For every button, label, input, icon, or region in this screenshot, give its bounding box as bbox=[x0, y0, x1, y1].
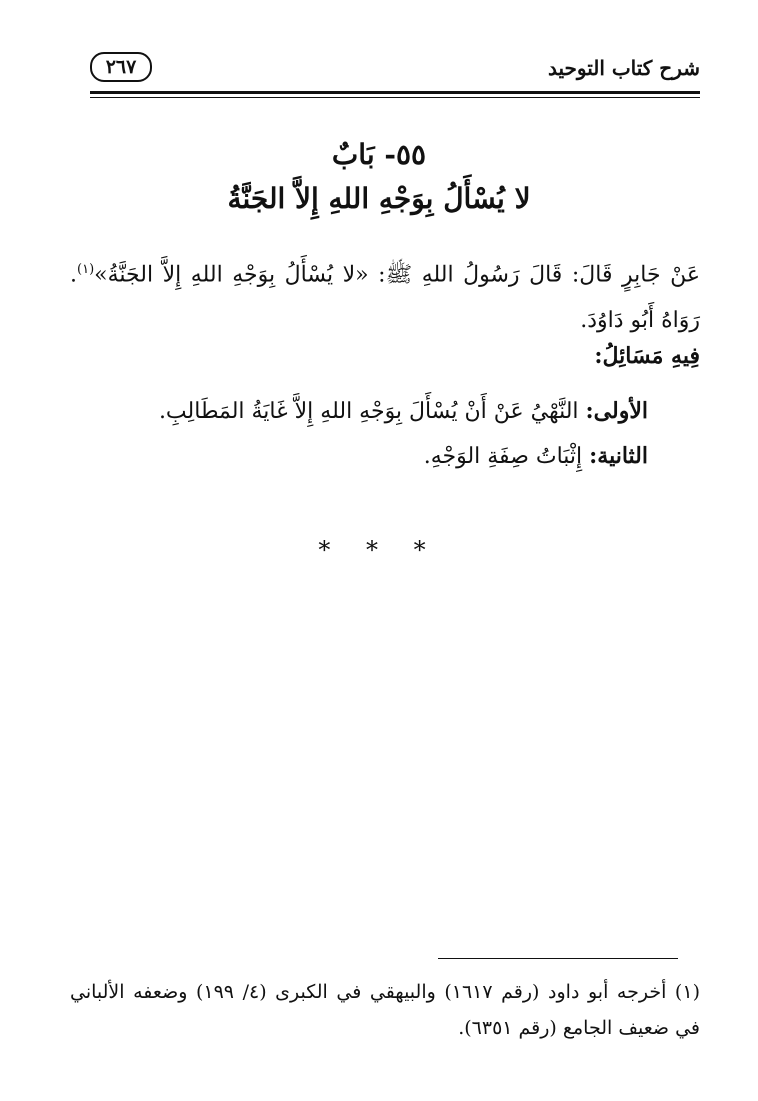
running-title: شرح كتاب التوحيد bbox=[547, 56, 700, 80]
issue-label: الثانية: bbox=[589, 443, 648, 469]
issue-item-second bbox=[60, 443, 648, 469]
section-separator: * * * bbox=[318, 536, 440, 564]
chapter-label: ٥٥- بَابٌ bbox=[331, 138, 427, 171]
issue-text: النَّهْيُ عَنْ أَنْ يُسْأَلَ بِوَجْهِ اللهِ إِلاَّ غَايَةُ المَطَالِبِ. bbox=[158, 399, 579, 424]
hadith-text: عَنْ جَابِرٍ قَالَ: قَالَ رَسُولُ اللهِ ﷺ: «لا يُسْأَلُ بِوَجْهِ اللهِ إِلاَّ الجَنَّةُ» bbox=[94, 262, 700, 288]
footnote-rule bbox=[438, 958, 678, 959]
hadith-paragraph bbox=[70, 247, 700, 344]
footnote-marker: (١) bbox=[77, 262, 95, 277]
chapter-title: لا يُسْأَلُ بِوَجْهِ اللهِ إِلاَّ الجَنَّةُ bbox=[227, 182, 531, 215]
footnote: (١) أخرجه أبو داود (رقم ١٦١٧) والبيهقي في الكبرى (٤/ ١٩٩) وضعفه الألباني في ضعيف الجامع (رقم ٦٣٥١). bbox=[70, 981, 700, 1039]
header-rule-thick bbox=[90, 91, 700, 94]
header-rule-thin bbox=[90, 97, 700, 98]
issue-item-first bbox=[60, 398, 648, 424]
page-number-badge: ٢٦٧ bbox=[90, 52, 152, 82]
issues-heading: فِيهِ مَسَائِلُ: bbox=[594, 343, 700, 369]
page-header bbox=[90, 52, 700, 88]
hadith-tail: . رَوَاهُ أَبُو دَاوُدَ. bbox=[70, 262, 700, 334]
issue-label: الأولى: bbox=[585, 398, 648, 424]
issue-text: إِثْبَاتُ صِفَةِ الوَجْهِ. bbox=[423, 444, 583, 469]
